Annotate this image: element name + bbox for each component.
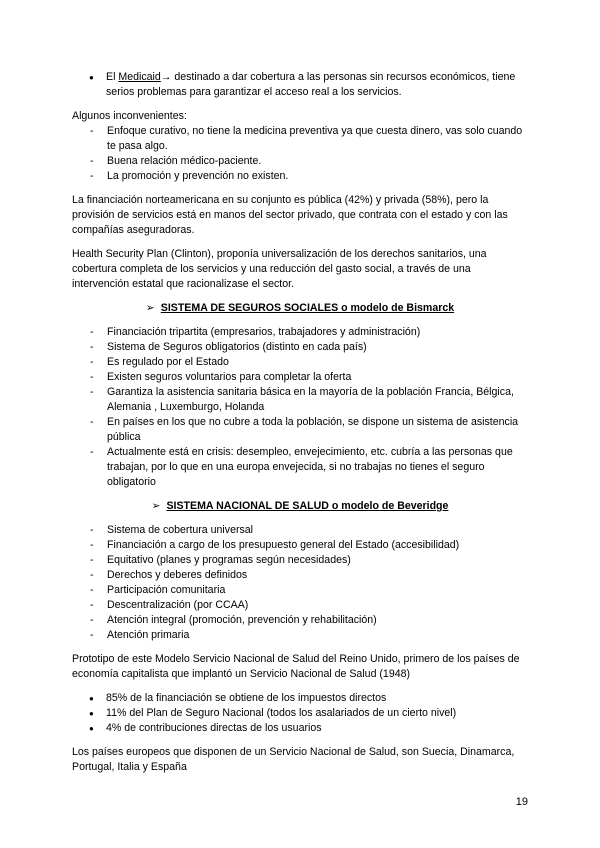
paragraph-paises: Los países europeos que disponen de un Servicio Nacional de Salud, son Suecia, Dinamarca, Portugal, Italia y España: [72, 746, 515, 773]
financiacion-list: [72, 691, 528, 736]
list-item: - Financiación tripartita (empresarios, trabajadores y administración): [72, 325, 528, 340]
list-item: - Descentralización (por CCAA): [72, 598, 528, 613]
list-item: - Actualmente está en crisis: desempleo, envejecimiento, etc. cubría a las personas que trabajan, por lo que en una europa envejecida, si no trabajas no tienes el seguro obligatorio: [72, 445, 528, 490]
list-item: ● 85% de la financiación se obtiene de los impuestos directos: [72, 691, 528, 706]
arrow-icon: ➢: [145, 302, 155, 314]
list-item: - Equitativo (planes y programas según necesidades): [72, 553, 528, 568]
list-item: - Financiación a cargo de los presupuesto general del Estado (accesibilidad): [72, 538, 528, 553]
document-page: [72, 70, 528, 775]
list-item: - Es regulado por el Estado: [72, 355, 528, 370]
list-item: - Existen seguros voluntarios para completar la oferta: [72, 370, 528, 385]
list-item: - Atención primaria: [72, 628, 528, 643]
heading-bismarck-text: SISTEMA DE SEGUROS SOCIALES o modelo de Bismarck: [160, 302, 455, 314]
list-item: - Garantiza la asistencia sanitaria básica en la mayoría de la población Francia, Bélgica, Alemania , Luxemburgo, Holanda: [72, 385, 528, 415]
page-number: 19: [515, 796, 528, 808]
list-item: - La promoción y prevención no existen.: [72, 169, 528, 184]
paragraph-prototipo: Prototipo de este Modelo Servicio Nacional de Salud del Reino Unido, primero de los países de economía capitalista que implantó un Servicio Nacional de Salud (1948): [72, 653, 520, 680]
paragraph-health-plan: Health Security Plan (Clinton), proponía universalización de los derechos sanitarios, una cobertura completa de los servicios y una reducción del gasto social, a través de una intervención estatal que racionalizase el sector.: [72, 248, 487, 290]
list-item: ● 11% del Plan de Seguro Nacional (todos los asalariados de un cierto nivel): [72, 706, 528, 721]
list-item: - Sistema de Seguros obligatorios (distinto en cada país): [72, 340, 528, 355]
list-item: - Buena relación médico-paciente.: [72, 154, 528, 169]
list-item: - Sistema de cobertura universal: [72, 523, 528, 538]
list-item: - Derechos y deberes definidos: [72, 568, 528, 583]
list-item: - Atención integral (promoción, prevención y rehabilitación): [72, 613, 528, 628]
medicaid-term: Medicaid: [118, 71, 161, 83]
heading-bismarck: [72, 301, 528, 316]
list-item: ● El Medicaid→ destinado a dar cobertura a las personas sin recursos económicos, tiene serios problemas para garantizar el acceso real a los servicios.: [72, 70, 528, 100]
list-item: - Participación comunitaria: [72, 583, 528, 598]
bismarck-list: [72, 325, 528, 490]
inconvenientes-list: [72, 124, 528, 184]
heading-beveridge: [72, 499, 528, 514]
medicaid-list: [72, 70, 528, 100]
beveridge-list: [72, 523, 528, 643]
heading-beveridge-text: SISTEMA NACIONAL DE SALUD o modelo de Beveridge: [166, 500, 449, 512]
list-item: - En países en los que no cubre a toda la población, se dispone un sistema de asistencia pública: [72, 415, 528, 445]
list-item: - Enfoque curativo, no tiene la medicina preventiva ya que cuesta dinero, vas solo cuando te pasa algo.: [72, 124, 528, 154]
medicaid-text: → destinado a dar cobertura a las personas sin recursos económicos, tiene serios problemas para garantizar el acceso real a los servicios.: [106, 71, 516, 98]
paragraph-financiacion: La financiación norteamericana en su conjunto es pública (42%) y privada (58%), pero la provisión de servicios está en manos del sector privado, que contrata con el estado y con las compañías aseguradoras.: [72, 194, 508, 236]
list-item: ● 4% de contribuciones directas de los usuarios: [72, 721, 528, 736]
arrow-icon: ➢: [151, 500, 161, 512]
inconvenientes-title: Algunos inconvenientes:: [72, 110, 187, 122]
